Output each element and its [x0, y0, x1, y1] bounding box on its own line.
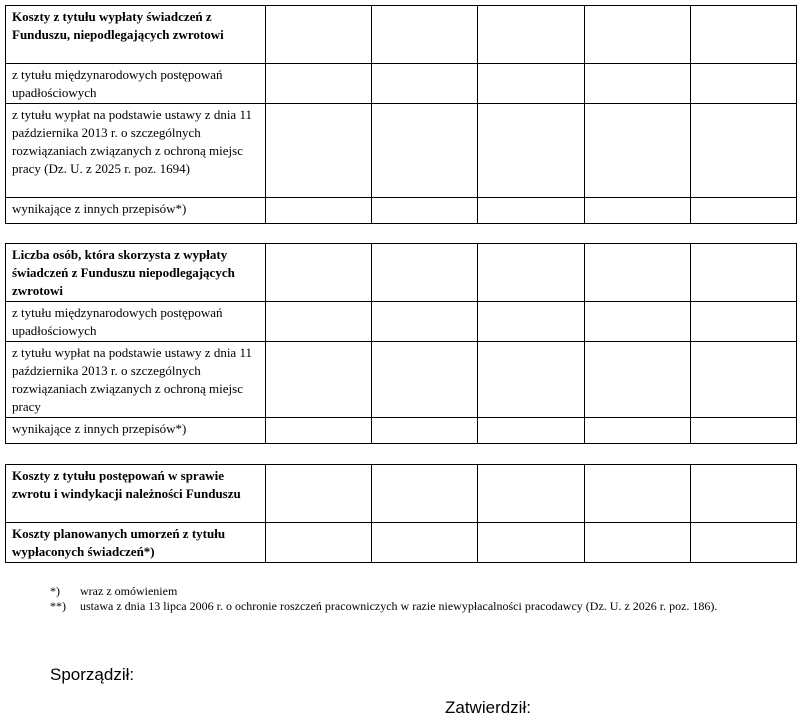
value-cell[interactable] — [690, 302, 796, 342]
row-label: Koszty z tytułu postępowań w sprawie zwrotu i windykacji należności Funduszu — [6, 465, 266, 523]
value-cell[interactable] — [690, 198, 796, 224]
table-row — [6, 302, 797, 342]
row-label: Koszty z tytułu wypłaty świadczeń z Funduszu, niepodlegających zwrotowi — [6, 6, 266, 64]
value-cell[interactable] — [584, 418, 690, 444]
beneficiaries-table — [5, 243, 797, 444]
table-row — [6, 244, 797, 302]
value-cell[interactable] — [266, 198, 372, 224]
footnote — [50, 584, 770, 599]
value-cell[interactable] — [584, 244, 690, 302]
value-cell[interactable] — [372, 302, 478, 342]
table-row — [6, 6, 797, 64]
value-cell[interactable] — [372, 523, 478, 563]
footnote-text: wraz z omówieniem — [80, 584, 178, 598]
row-label: wynikające z innych przepisów*) — [6, 198, 266, 224]
value-cell[interactable] — [372, 342, 478, 418]
value-cell[interactable] — [584, 302, 690, 342]
prepared-by-label: Sporządził: — [50, 665, 135, 684]
row-label: Liczba osób, która skorzysta z wypłaty świadczeń z Funduszu niepodlegających zwrotowi — [6, 244, 266, 302]
row-label: z tytułu wypłat na podstawie ustawy z dnia 11 października 2013 r. o szczególnych rozwiązaniach związanych z ochroną miejsc pracy (Dz. U. z 2025 r. poz. 1694) — [6, 104, 266, 198]
footnote — [50, 599, 770, 614]
value-cell[interactable] — [690, 523, 796, 563]
table-row — [6, 418, 797, 444]
recovery-costs-table — [5, 464, 797, 563]
table-row — [6, 465, 797, 523]
value-cell[interactable] — [266, 104, 372, 198]
value-cell[interactable] — [266, 523, 372, 563]
table-row — [6, 523, 797, 563]
value-cell[interactable] — [372, 418, 478, 444]
value-cell[interactable] — [266, 302, 372, 342]
row-label: wynikające z innych przepisów*) — [6, 418, 266, 444]
table-row — [6, 64, 797, 104]
value-cell[interactable] — [478, 342, 584, 418]
value-cell[interactable] — [372, 64, 478, 104]
value-cell[interactable] — [690, 244, 796, 302]
value-cell[interactable] — [584, 6, 690, 64]
value-cell[interactable] — [690, 342, 796, 418]
row-label: z tytułu międzynarodowych postępowań upadłościowych — [6, 64, 266, 104]
value-cell[interactable] — [266, 244, 372, 302]
value-cell[interactable] — [478, 523, 584, 563]
value-cell[interactable] — [584, 465, 690, 523]
value-cell[interactable] — [478, 64, 584, 104]
value-cell[interactable] — [690, 64, 796, 104]
table-row — [6, 198, 797, 224]
value-cell[interactable] — [690, 465, 796, 523]
value-cell[interactable] — [584, 342, 690, 418]
footnote-mark: **) — [50, 599, 66, 613]
footnotes — [50, 584, 770, 614]
value-cell[interactable] — [372, 6, 478, 64]
value-cell[interactable] — [690, 6, 796, 64]
row-label: z tytułu wypłat na podstawie ustawy z dnia 11 października 2013 r. o szczególnych rozwiązaniach związanych z ochroną miejsc pracy — [6, 342, 266, 418]
value-cell[interactable] — [372, 244, 478, 302]
value-cell[interactable] — [266, 64, 372, 104]
value-cell[interactable] — [372, 465, 478, 523]
row-label: Koszty planowanych umorzeń z tytułu wypłaconych świadczeń*) — [6, 523, 266, 563]
value-cell[interactable] — [266, 342, 372, 418]
footnote-text: ustawa z dnia 13 lipca 2006 r. o ochronie roszczeń pracowniczych w razie niewypłacalności pracodawcy (Dz. U. z 2026 r. poz. 186). — [80, 599, 718, 613]
value-cell[interactable] — [372, 198, 478, 224]
footnote-mark: *) — [50, 584, 60, 598]
value-cell[interactable] — [478, 465, 584, 523]
approved-by-label: Zatwierdził: — [445, 698, 531, 717]
value-cell[interactable] — [478, 104, 584, 198]
value-cell[interactable] — [478, 198, 584, 224]
value-cell[interactable] — [584, 198, 690, 224]
table-row — [6, 342, 797, 418]
table-row — [6, 104, 797, 198]
value-cell[interactable] — [266, 418, 372, 444]
value-cell[interactable] — [478, 244, 584, 302]
value-cell[interactable] — [584, 64, 690, 104]
value-cell[interactable] — [478, 6, 584, 64]
value-cell[interactable] — [584, 104, 690, 198]
costs-table — [5, 5, 797, 224]
value-cell[interactable] — [584, 523, 690, 563]
value-cell[interactable] — [690, 418, 796, 444]
value-cell[interactable] — [266, 465, 372, 523]
row-label: z tytułu międzynarodowych postępowań upadłościowych — [6, 302, 266, 342]
value-cell[interactable] — [690, 104, 796, 198]
value-cell[interactable] — [266, 6, 372, 64]
value-cell[interactable] — [372, 104, 478, 198]
value-cell[interactable] — [478, 418, 584, 444]
value-cell[interactable] — [478, 302, 584, 342]
